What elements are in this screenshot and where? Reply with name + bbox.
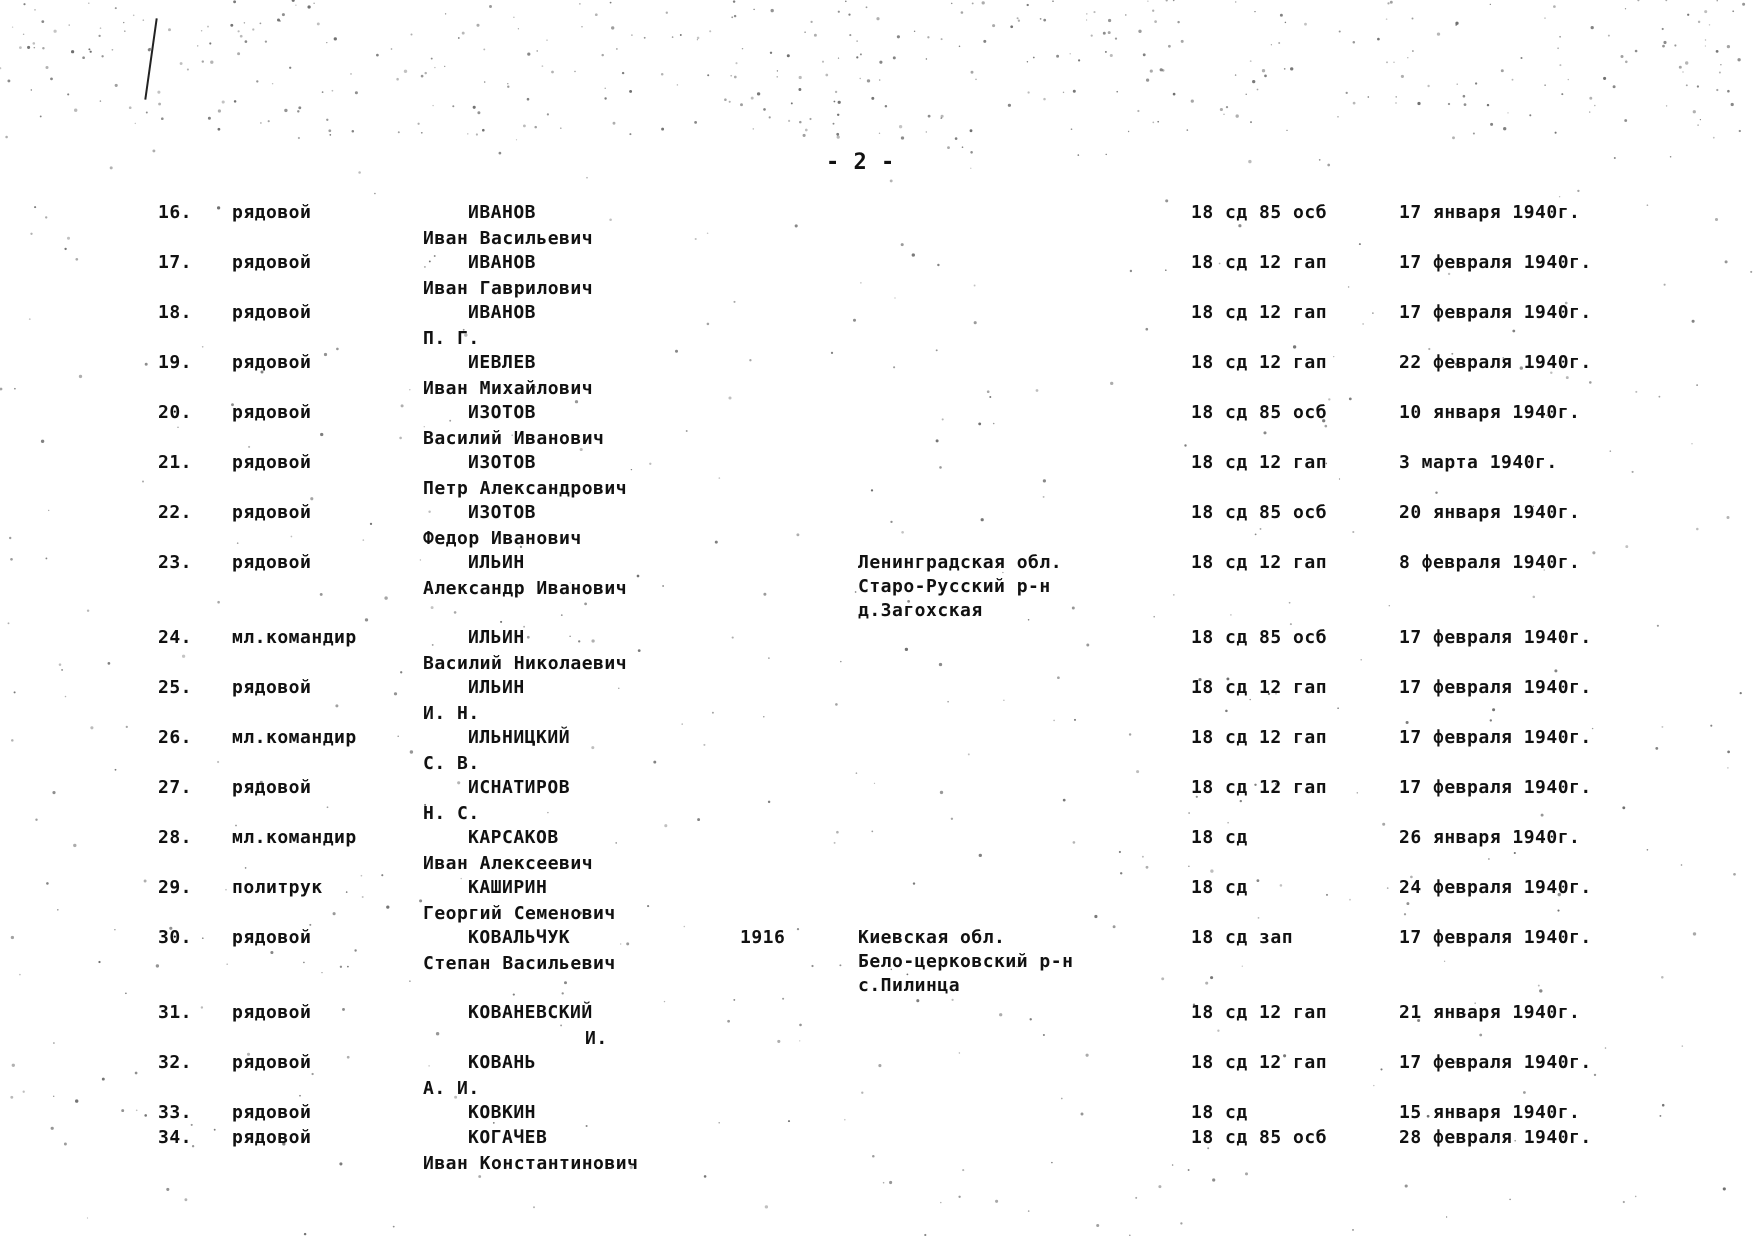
surname-cell: ИЗОТОВ — [468, 402, 537, 423]
surname-cell: ИВАНОВ — [468, 252, 537, 273]
given-name-cell: Степан Васильевич — [423, 953, 616, 974]
unit-cell: 18 сд 85 осб — [1191, 1127, 1328, 1148]
unit-cell: 18 сд 12 гап — [1191, 777, 1328, 798]
given-name-cell: И. Н. — [423, 703, 480, 724]
date-cell: 17 февраля 1940г. — [1399, 302, 1592, 323]
birth-year-cell: 1916 — [740, 927, 786, 948]
row-number: 27. — [158, 777, 193, 798]
row-number: 30. — [158, 927, 193, 948]
surname-cell: КАРСАКОВ — [468, 827, 559, 848]
rank-cell: мл.командир — [232, 827, 357, 848]
row-number: 34. — [158, 1127, 193, 1148]
unit-cell: 18 сд 12 гап — [1191, 302, 1328, 323]
rank-cell: рядовой — [232, 202, 312, 223]
rank-cell: рядовой — [232, 1002, 312, 1023]
date-cell: 24 февраля 1940г. — [1399, 877, 1592, 898]
surname-cell: ИЛЬИН — [468, 552, 525, 573]
page-number: - 2 - — [826, 150, 895, 175]
rank-cell: рядовой — [232, 252, 312, 273]
surname-cell: ИЛЬИН — [468, 627, 525, 648]
rank-cell: рядовой — [232, 452, 312, 473]
unit-cell: 18 сд 85 осб — [1191, 502, 1328, 523]
row-number: 18. — [158, 302, 193, 323]
surname-cell: КОГАЧЕВ — [468, 1127, 548, 1148]
rank-cell: рядовой — [232, 552, 312, 573]
rank-cell: мл.командир — [232, 627, 357, 648]
row-number: 22. — [158, 502, 193, 523]
unit-cell: 18 сд 12 гап — [1191, 452, 1328, 473]
surname-cell: ИЗОТОВ — [468, 452, 537, 473]
unit-cell: 18 сд 12 гап — [1191, 552, 1328, 573]
unit-cell: 18 сд — [1191, 827, 1248, 848]
given-name-cell: Федор Иванович — [423, 528, 582, 549]
rank-cell: рядовой — [232, 502, 312, 523]
unit-cell: 18 сд зап — [1191, 927, 1294, 948]
unit-cell: 18 сд 12 гап — [1191, 727, 1328, 748]
rank-cell: мл.командир — [232, 727, 357, 748]
row-number: 19. — [158, 352, 193, 373]
given-name-cell: И. — [585, 1028, 608, 1049]
date-cell: 28 февраля 1940г. — [1399, 1127, 1592, 1148]
unit-cell: 18 сд — [1191, 1102, 1248, 1123]
date-cell: 20 января 1940г. — [1399, 502, 1581, 523]
surname-cell: ИЗОТОВ — [468, 502, 537, 523]
date-cell: 17 февраля 1940г. — [1399, 1052, 1592, 1073]
row-number: 21. — [158, 452, 193, 473]
birthplace-line: Бело-церковский р-н — [858, 951, 1074, 972]
date-cell: 17 января 1940г. — [1399, 202, 1581, 223]
date-cell: 17 февраля 1940г. — [1399, 927, 1592, 948]
given-name-cell: Иван Константинович — [423, 1153, 639, 1174]
unit-cell: 18 сд 85 осб — [1191, 627, 1328, 648]
surname-cell: КОВАНЕВСКИЙ — [468, 1002, 593, 1023]
given-name-cell: Иван Михайлович — [423, 378, 594, 399]
birthplace-line: Ленинградская обл. — [858, 552, 1063, 573]
row-number: 16. — [158, 202, 193, 223]
unit-cell: 18 сд 85 осб — [1191, 202, 1328, 223]
birthplace-line: д.Загохская — [858, 600, 983, 621]
unit-cell: 18 сд 12 гап — [1191, 352, 1328, 373]
unit-cell: 18 сд — [1191, 877, 1248, 898]
unit-cell: 18 сд 12 гап — [1191, 252, 1328, 273]
date-cell: 15 января 1940г. — [1399, 1102, 1581, 1123]
row-number: 23. — [158, 552, 193, 573]
given-name-cell: Иван Васильевич — [423, 228, 594, 249]
given-name-cell: Василий Иванович — [423, 428, 605, 449]
row-number: 17. — [158, 252, 193, 273]
date-cell: 21 января 1940г. — [1399, 1002, 1581, 1023]
surname-cell: ИВАНОВ — [468, 202, 537, 223]
date-cell: 17 февраля 1940г. — [1399, 252, 1592, 273]
row-number: 28. — [158, 827, 193, 848]
date-cell: 8 февраля 1940г. — [1399, 552, 1581, 573]
row-number: 25. — [158, 677, 193, 698]
rank-cell: рядовой — [232, 402, 312, 423]
row-number: 33. — [158, 1102, 193, 1123]
given-name-cell: Петр Александрович — [423, 478, 628, 499]
unit-cell: 18 сд 85 осб — [1191, 402, 1328, 423]
given-name-cell: Георгий Семенович — [423, 903, 616, 924]
given-name-cell: Иван Гаврилович — [423, 278, 594, 299]
rank-cell: политрук — [232, 877, 323, 898]
date-cell: 17 февраля 1940г. — [1399, 627, 1592, 648]
date-cell: 26 января 1940г. — [1399, 827, 1581, 848]
rank-cell: рядовой — [232, 927, 312, 948]
row-number: 31. — [158, 1002, 193, 1023]
surname-cell: ИЛЬИН — [468, 677, 525, 698]
date-cell: 22 февраля 1940г. — [1399, 352, 1592, 373]
unit-cell: 18 сд 12 гап — [1191, 1002, 1328, 1023]
rank-cell: рядовой — [232, 302, 312, 323]
rank-cell: рядовой — [232, 777, 312, 798]
row-number: 20. — [158, 402, 193, 423]
given-name-cell: Александр Иванович — [423, 578, 628, 599]
given-name-cell: Н. С. — [423, 803, 480, 824]
surname-cell: ИЛЬНИЦКИЙ — [468, 727, 571, 748]
date-cell: 3 марта 1940г. — [1399, 452, 1558, 473]
row-number: 26. — [158, 727, 193, 748]
row-number: 32. — [158, 1052, 193, 1073]
birthplace-line: Старо-Русский р-н — [858, 576, 1051, 597]
unit-cell: 18 сд 12 гап — [1191, 677, 1328, 698]
given-name-cell: Василий Николаевич — [423, 653, 628, 674]
surname-cell: ИЕВЛЕВ — [468, 352, 537, 373]
surname-cell: КАШИРИН — [468, 877, 548, 898]
surname-cell: КОВКИН — [468, 1102, 537, 1123]
given-name-cell: П. Г. — [423, 328, 480, 349]
date-cell: 17 февраля 1940г. — [1399, 677, 1592, 698]
rank-cell: рядовой — [232, 1052, 312, 1073]
date-cell: 17 февраля 1940г. — [1399, 727, 1592, 748]
unit-cell: 18 сд 12 гап — [1191, 1052, 1328, 1073]
birthplace-line: с.Пилинца — [858, 975, 961, 996]
given-name-cell: Иван Алексеевич — [423, 853, 594, 874]
given-name-cell: С. В. — [423, 753, 480, 774]
date-cell: 17 февраля 1940г. — [1399, 777, 1592, 798]
rank-cell: рядовой — [232, 677, 312, 698]
row-number: 29. — [158, 877, 193, 898]
row-number: 24. — [158, 627, 193, 648]
surname-cell: ИВАНОВ — [468, 302, 537, 323]
date-cell: 10 января 1940г. — [1399, 402, 1581, 423]
given-name-cell: А. И. — [423, 1078, 480, 1099]
surname-cell: ИСНАТИРОВ — [468, 777, 571, 798]
rank-cell: рядовой — [232, 352, 312, 373]
rank-cell: рядовой — [232, 1102, 312, 1123]
birthplace-line: Киевская обл. — [858, 927, 1006, 948]
surname-cell: КОВАНЬ — [468, 1052, 537, 1073]
rank-cell: рядовой — [232, 1127, 312, 1148]
surname-cell: КОВАЛЬЧУК — [468, 927, 571, 948]
